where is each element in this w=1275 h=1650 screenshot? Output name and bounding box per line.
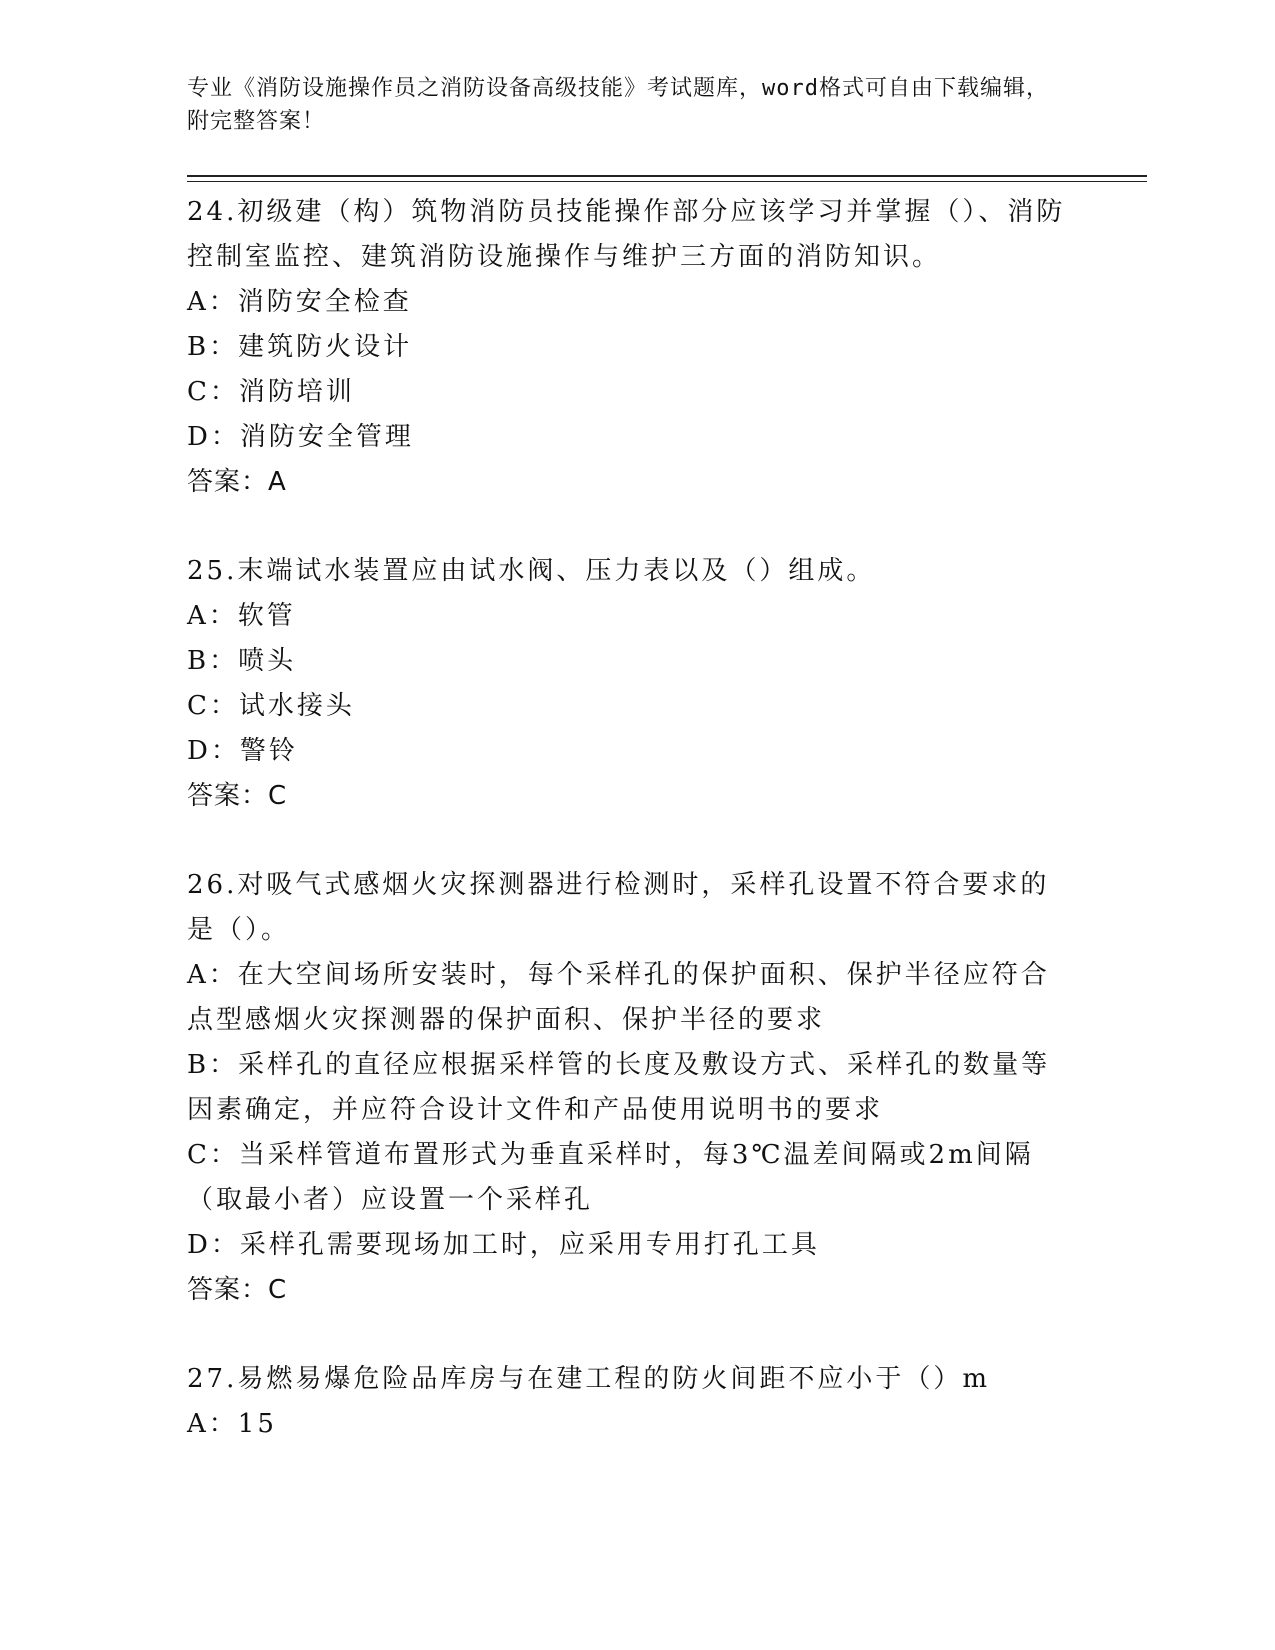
option-text: 消防安全检查 [237, 287, 412, 317]
option-key: D： [187, 1230, 240, 1260]
option-b [187, 1043, 1067, 1133]
option-key: D： [187, 736, 240, 766]
option-d [187, 729, 1067, 774]
question-stem: 25.末端试水装置应由试水阀、压力表以及（）组成。 [187, 556, 876, 586]
option-text: 采样孔需要现场加工时，应采用专用打孔工具 [239, 1230, 820, 1260]
header-divider-thick [187, 175, 1147, 177]
option-text: 15 [237, 1409, 277, 1439]
option-key: B： [187, 646, 239, 676]
question-list [187, 190, 1067, 1491]
option-c [187, 684, 1067, 729]
option-key: A： [187, 601, 238, 631]
question-stem: 26.对吸气式感烟火灾探测器进行检测时，采样孔设置不符合要求的是（）。 [187, 870, 1050, 945]
option-text: 消防安全管理 [239, 422, 414, 452]
header-divider-thin [187, 181, 1147, 182]
option-a [187, 280, 1067, 325]
question-27 [187, 1357, 1067, 1447]
option-d [187, 1223, 1067, 1268]
option-c [187, 1133, 1067, 1223]
option-key: A： [187, 960, 238, 990]
answer-line: 答案：A [187, 467, 287, 497]
option-a [187, 1402, 1067, 1447]
option-a [187, 594, 1067, 639]
option-text: 消防培训 [238, 377, 355, 407]
option-key: D： [187, 422, 240, 452]
option-key: A： [187, 1409, 238, 1439]
question-stem: 24.初级建（构）筑物消防员技能操作部分应该学习并掌握（）、消防控制室监控、建筑消防设施操作与维护三方面的消防知识。 [187, 197, 1066, 272]
option-text: 建筑防火设计 [238, 332, 413, 362]
option-key: C： [187, 377, 239, 407]
option-c [187, 370, 1067, 415]
question-25 [187, 549, 1067, 819]
option-key: B： [187, 332, 239, 362]
question-24 [187, 190, 1067, 505]
document-intro: 专业《消防设施操作员之消防设备高级技能》考试题库，word格式可自由下载编辑，附完整答案！ [187, 76, 1049, 134]
option-text: 喷头 [238, 646, 297, 676]
option-text: 试水接头 [238, 691, 355, 721]
answer-line: 答案：C [187, 1275, 288, 1305]
option-text: 软管 [237, 601, 296, 631]
option-d [187, 415, 1067, 460]
answer-line: 答案：C [187, 781, 288, 811]
question-stem: 27.易燃易爆危险品库房与在建工程的防火间距不应小于（）m [187, 1364, 991, 1394]
option-text: 在大空间场所安装时，每个采样孔的保护面积、保护半径应符合点型感烟火灾探测器的保护面积、保护半径的要求 [187, 960, 1050, 1035]
option-b [187, 325, 1067, 370]
option-text: 当采样管道布置形式为垂直采样时，每3℃温差间隔或2m间隔（取最小者）应设置一个采样孔 [187, 1140, 1034, 1215]
option-key: C： [187, 1140, 239, 1170]
option-key: C： [187, 691, 239, 721]
option-a [187, 953, 1067, 1043]
option-key: A： [187, 287, 238, 317]
option-text: 采样孔的直径应根据采样管的长度及敷设方式、采样孔的数量等因素确定，并应符合设计文件和产品使用说明书的要求 [187, 1050, 1051, 1125]
option-b [187, 639, 1067, 684]
option-text: 警铃 [239, 736, 298, 766]
option-key: B： [187, 1050, 239, 1080]
question-26 [187, 863, 1067, 1313]
